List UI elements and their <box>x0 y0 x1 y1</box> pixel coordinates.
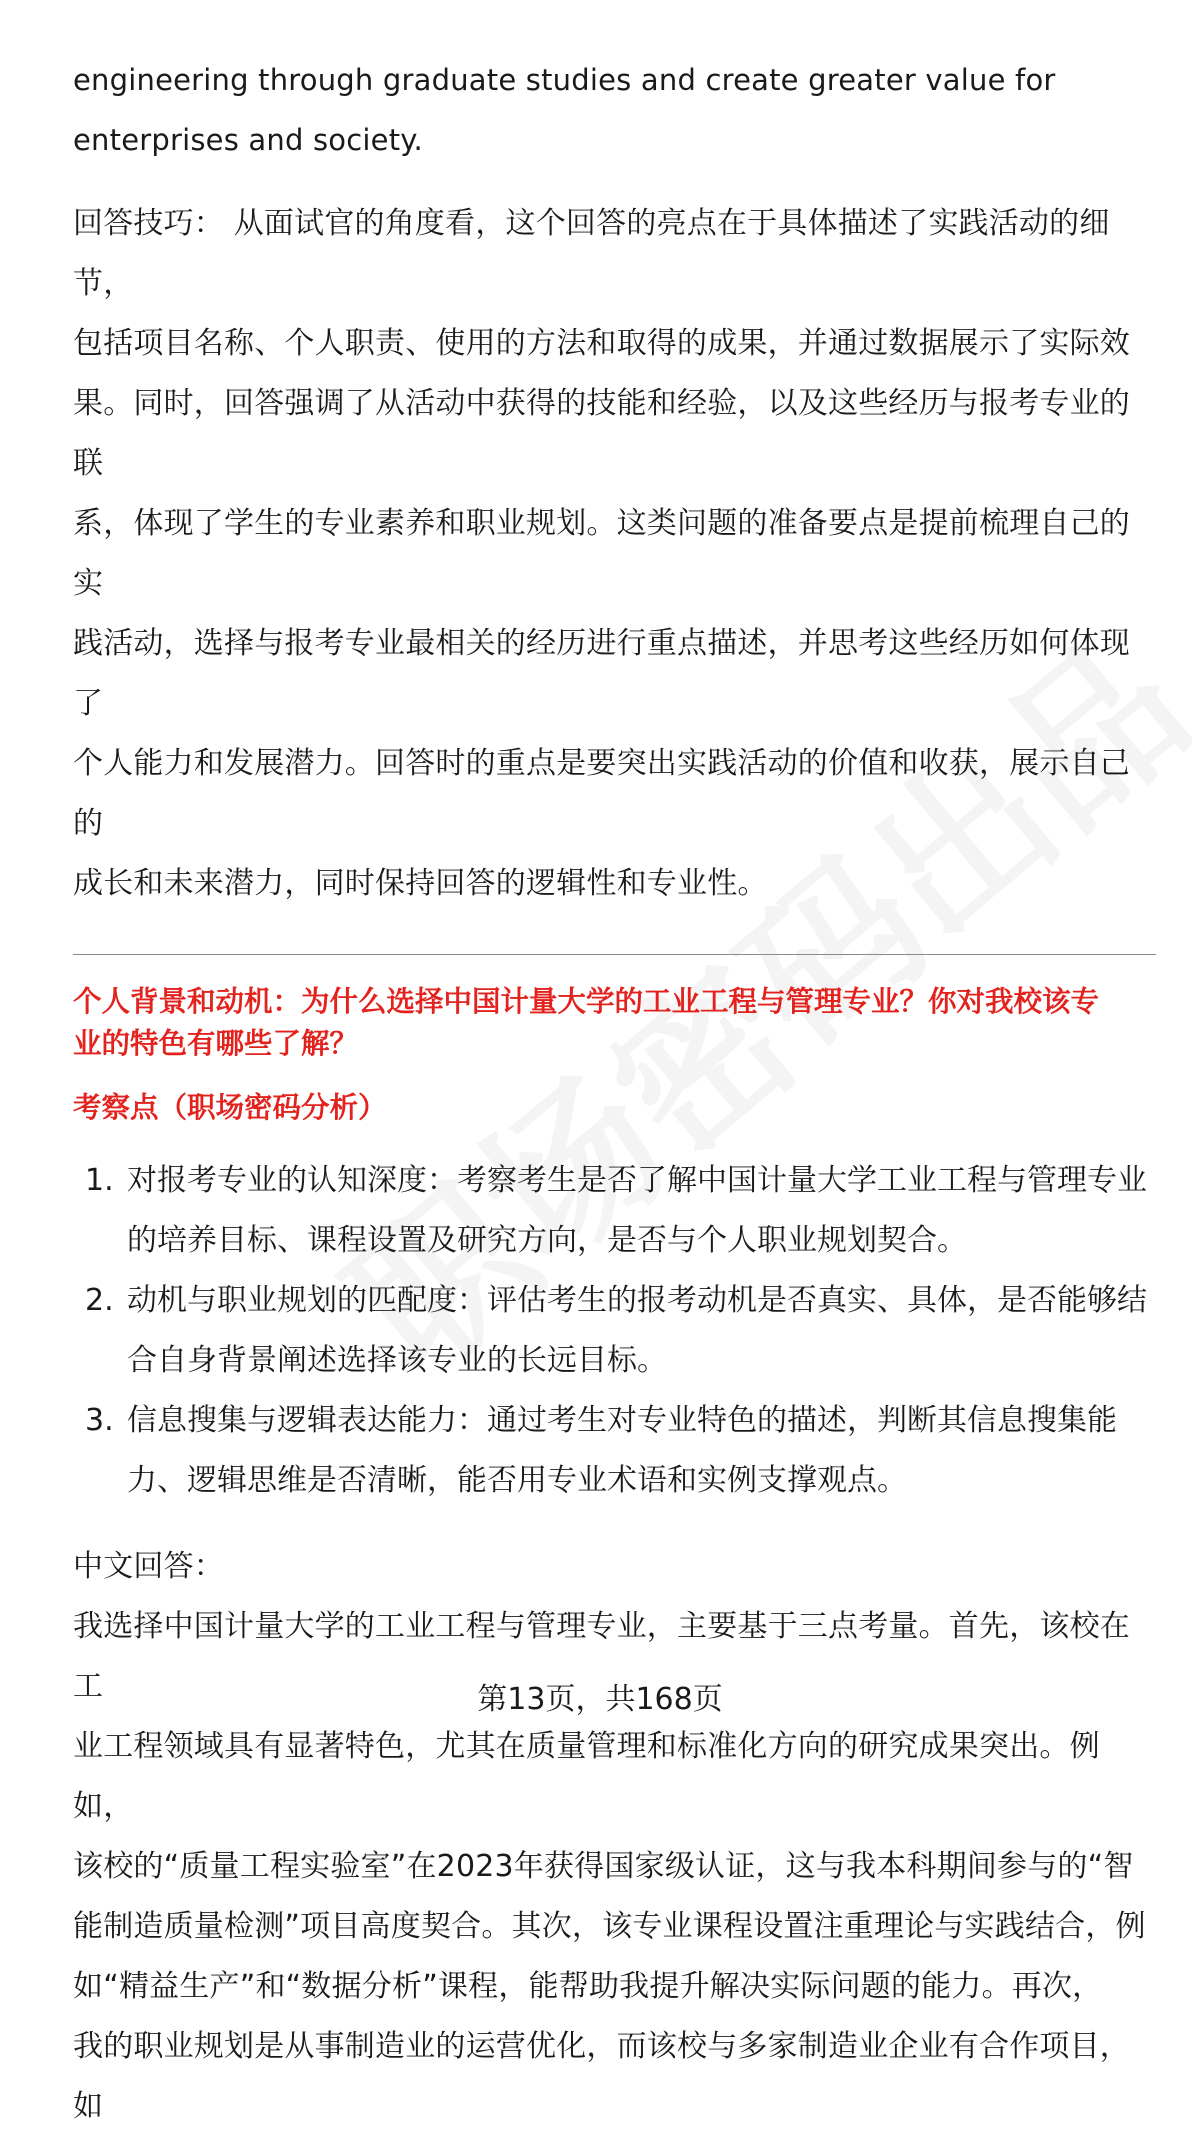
document-page <box>73 50 1153 2137</box>
list-item <box>73 1271 1153 1391</box>
page-number: 第13页，共168页 <box>477 1682 723 1717</box>
question-line: 业的特色有哪些了解？ <box>73 1027 359 1060</box>
point-line: 合自身背景阐述选择该专业的长远目标。 <box>127 1343 667 1378</box>
list-item <box>73 1391 1153 1511</box>
question-heading <box>73 981 1153 1065</box>
tips-line: 践活动，选择与报考专业最相关的经历进行重点描述，并思考这些经历如何体现了 <box>73 626 1130 721</box>
tips-line: 个人能力和发展潜力。回答时的重点是要突出实践活动的价值和收获，展示自己的 <box>73 746 1130 841</box>
list-number: 1. <box>85 1163 114 1198</box>
tips-line: 果。同时，回答强调了从活动中获得的技能和经验，以及这些经历与报考专业的联 <box>73 386 1130 481</box>
answer-line: 业工程领域具有显著特色，尤其在质量管理和标准化方向的研究成果突出。例如， <box>73 1729 1100 1824</box>
point-line: 信息搜集与逻辑表达能力：通过考生对专业特色的描述，判断其信息搜集能 <box>127 1403 1117 1438</box>
point-line: 动机与职业规划的匹配度：评估考生的报考动机是否真实、具体，是否能够结 <box>127 1283 1147 1318</box>
question-line: 个人背景和动机：为什么选择中国计量大学的工业工程与管理专业？你对我校该专 <box>73 985 1100 1018</box>
intro-line: enterprises and society. <box>73 123 423 157</box>
tips-line: 成长和未来潜力，同时保持回答的逻辑性和专业性。 <box>73 866 768 901</box>
answer-label: 中文回答： <box>73 1549 224 1584</box>
point-line: 力、逻辑思维是否清晰，能否用专业术语和实例支撑观点。 <box>127 1463 907 1498</box>
list-number: 3. <box>85 1403 114 1438</box>
answer-body <box>73 1597 1153 2137</box>
tips-line: 包括项目名称、个人职责、使用的方法和取得的成果，并通过数据展示了实际效 <box>73 326 1130 361</box>
list-number: 2. <box>85 1283 114 1318</box>
tips-line: 系，体现了学生的专业素养和职业规划。这类问题的准备要点是提前梳理自己的实 <box>73 506 1130 601</box>
section-divider <box>73 954 1156 955</box>
answer-line: 能制造质量检测”项目高度契合。其次，该专业课程设置注重理论与实践结合，例 <box>73 1909 1146 1944</box>
answer-line: 我选择中国计量大学的工业工程与管理专业，主要基于三点考量。首先，该校在工 <box>73 1609 1130 1704</box>
answer-line: 该校的“质量工程实验室”在2023年获得国家级认证，这与我本科期间参与的“智 <box>73 1849 1134 1884</box>
tips-line: 回答技巧： 从面试官的角度看，这个回答的亮点在于具体描述了实践活动的细节， <box>73 206 1110 301</box>
list-item <box>73 1151 1153 1271</box>
answer-line: 如“精益生产”和“数据分析”课程，能帮助我提升解决实际问题的能力。再次， <box>73 1969 1103 2004</box>
answer-line: 我的职业规划是从事制造业的运营优化，而该校与多家制造业企业有合作项目，如 <box>73 2029 1130 2124</box>
point-line: 的培养目标、课程设置及研究方向，是否与个人职业规划契合。 <box>127 1223 967 1258</box>
intro-line: engineering through graduate studies and create greater value for <box>73 63 1056 97</box>
answer-tips <box>73 194 1153 914</box>
point-line: 对报考专业的认知深度：考察考生是否了解中国计量大学工业工程与管理专业 <box>127 1163 1147 1198</box>
points-list <box>73 1151 1153 1511</box>
points-heading: 考察点（职场密码分析） <box>73 1091 387 1124</box>
